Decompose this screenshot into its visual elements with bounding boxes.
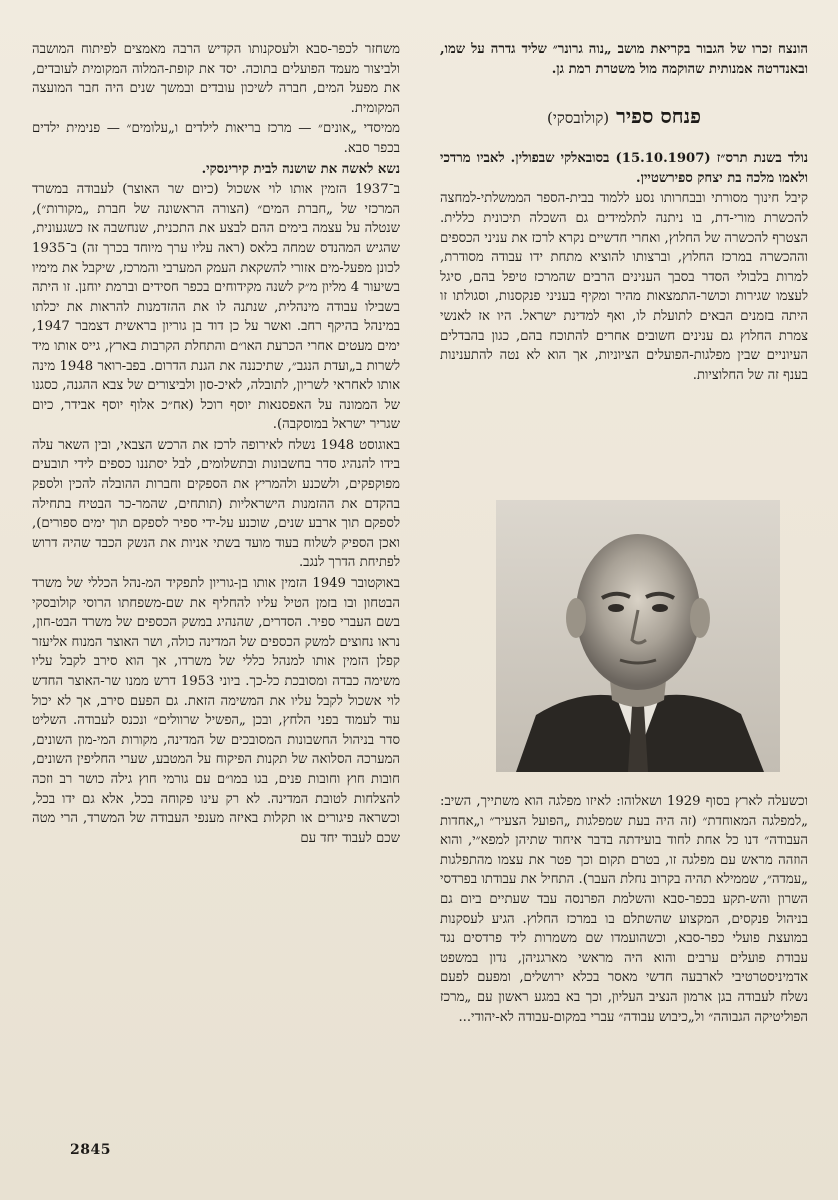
left-paragraph-2: ממיסדי „אונים״ — מרכז בריאות לילדים ו„עלומים״ — פנימית ילדים בכפר סבא. [32, 121, 400, 156]
left-paragraph-6: באוקטובר 1949 הזמין אותו בן-גוריון לתפקיד המ-נהל הכללי של משרד הבטחון ובו בזמן הטיל עליו להחליף את שם-משפחתו הרוסי קולובסקי בשם העברי ספיר. הסדרים, שהנהיג במשק הכספים של משרד הבט-חון, נראו נחוצים למשק הכספים של המדינה כולה, ושר האוצר המנוח אליעזר קפלן הזמין אותו למנהל כללי של משרדו, אך הוא סירב לקבל עליו משימה כבדה ומסובכת כל-כך. ביוני 1953 דרש ממנו שר-האוצר החדש לוי אשכול לקבל עליו את המשימה הזאת. גם הפעם סירב, אך לא יכול עוד לעמוד בפני הלחץ, ובכן „הפשיל שרוולים״ ונכנס לעבודה. השליט סדר בניהול החשבונות המסובכים של המדינה, מקורות המי-מון השונים, המערכה הסלואה של תקנות הפיקוח על המטבע, שערי החליפין השונים, חובות חוץ וחובות פנים, בגו במו״ם עם גורמי חוץ גילה כושר רב וזכה להצלחות לטובת המדינה. לא רק עינו פקוחה בכל, אלא גם ידו בכל, וכשראה פיגורים או תקלות באיזה מענפי העבודה של המשרד, הרי מטה שכם לעבוד יחד עם [32, 576, 401, 846]
left-paragraph-1: משחזר לכפר-סבא ולעסקנותו הקדיש הרבה מאמצים לפיתוח המושבה ולביצור מעמד הפועלים בתוכה. יסד את קופת-המלוה המקומית לעובדים, את מפעל המים, חברה לשיכון עובדים ובמשך שנים היה חבר המועצה המקומית. [32, 42, 400, 116]
immigration-paragraph: וכשעלה לארץ בסוף 1929 ושאלוהו: לאיזו מפלגה הוא משתייך, השיב: „למפלגה המאוחדת״ (זה היה בעת שמפלגות „הפועל הצעיר״ ו„אחדות העבודה״ דנו כל אחת לחוד בועידתה בדבר איחוד שתיהן למפא״י, והוא הוזהה מראש עם מפלגה זו, בטרם תקום וכך פטר את עצמו מהתפלגות „עמדה״, שממילא תהיה בקרוב נחלת העבר). התחיל את עבודתו בפרדסי השרון והש-תקע בכפר-סבא והשלמת הפרנסה עבד שעתיים ביום גם בניהול פנקסים, המקצוע שהשתלם בו במרכז החלוץ. הגיע לעסקנות במועצת פועלי כפר-סבא, וכשהועמדו שם משמרות ליד פרדסים נגד עבודת פועלים ערבים והוא היה מראשי מארגניהן, נדון במשפט אדמיניסטרטיבי לארבעה חדשי מאסר בכלא ירושלים, ומפעם לפעם נשלח לעבודה בגן ארמון הנציב העליון, וכך בא במגע ראשון עם „מרכז הפוליטיקה הגבוהה״ ול„כיבוש עבודה״ עברי במקום-עבודה לא-יהודי... [440, 794, 808, 1025]
intro-paragraph: הונצח זכרו של הגבור בקריאת מושב „נוה גרונר״ שליד גדרה על שמו, ובאנדרטה אמנותית שהוקמה מול משטרת רמת גן. [440, 42, 808, 77]
portrait-photo [496, 500, 780, 772]
left-paragraph-4: ב־1937 הזמין אותו לוי אשכול (כיום שר האוצר) לעבודה במשרד המרכזי של „חברת המים״ (הצורה הראשונה של חברת „מקורות״), שנטלה על עצמה בימים ההם לבצע את התכנית, שנחשבה אז כשגעונית, שהגיש המהנדס שמחה בלאס (ראה עליו ערך מיוחד בכרך זה) ב־1935 לכונן מפעל-מים אזורי להשקאת העמק המערבי והמרכז, שיקבל את מימיו בשיעור 4 מליון מ״ק לשנה מקידוחים בכפר חסידים וברמת יוחנן. זו היתה בשבילו עבודה מינהלית, שנתנה לו את ההזדמנות להראות את יכלתו במינהל בהיקף רחב. ואשר על כן דוד בן גוריון בראשית דצמבר 1947, ימים מעטים אחרי הכרעת האו״ם והתחלת הקרבות בארץ, גייס אותו מיד לשרות ב„ועדת הנגב״, שתיכננה את הגנת הדרום. בפב-רואר 1948 מינה אותו לאחראי לשריון, לתובלה, לאיכ-סון ולביצורים של צבא ההגנה, כסגנו של הממונה על האפסנאות יוסף רוכל (אח״כ אלוף יוסף אבידר, כיום שגריר ישראל במוסקבה). [32, 182, 401, 433]
page-number: 2845 [70, 1142, 111, 1158]
birth-paragraph: נולד בשנת תרס״ז (15.10.1907) בסובאלקי שבפולין. לאביו מרדכי ולאמו מלכה בת יצחק ספירשטיין. [440, 151, 809, 186]
entry-heading [440, 103, 808, 131]
right-column [440, 40, 808, 386]
right-column-continuation [440, 792, 808, 1027]
left-paragraph-5: באוגוסט 1948 נשלח לאירופה לרכז את הרכש הצבאי, ובין השאר עלה בידו להנהיג סדר בחשבונות ובתשלומים, לבל יסתננו כספים לידי תובעים מפוקפקים, ולשכנע ולהמריץ את הספקים וחברות ההובלה להכין ולספק בהקדם את ההזמנות הישראליות (תותחים, שהמר-כר הבטיח בתחילה לספקם תוך ארבע שנים, שוכנע על-ידי ספיר לספקם תוך ימים ספורים), ואכן הספיק לשלוח בעוד מועד בשתי אניות את הנשק הכבד שהיה דרוש לפתיחת הדרך לנגב. [32, 437, 400, 571]
entry-name: פנחס ספיר [616, 104, 701, 129]
bio-paragraph: קיבל חינוך מסורתי ובבחרותו נסע ללמוד בבית-הספר הממשלתי-למחצה להכשרת מורי-דת, בו ניתנה לתלמידים גם השכלה תיכונית כללית. הצטרף להכשרה של החלוץ, ואחרי חדשיים נקרא לרכז את עניני הכספים וההכשרה במרכז החלוץ, וברצותו להוציא מתחת ידו עבודה מסודרת, למרות בלבולי הסדר בסבך הענינים הרבים שהמרכז טיפל בהם, סיגל לעצמו שגירות וכושר-התמצאות מהיר ומקיף בעניני פנקסנות, וסגולתו זו היתה בזמנים הבאים לתועלת לו, ואף למדינת ישראל. היו אז לאנשי צמרת החלוץ גם ענינים חשובים אחרים להתוכח בהם, כגון בהבדלים העיוניים שבין מפלגות-הפועלים הציוניות, אך הוא לא נטה להתענינות בענף זה של החלוציות. [440, 191, 808, 383]
left-column [32, 40, 400, 849]
entry-original-name: (קולובסקי) [546, 109, 610, 128]
left-paragraph-3: נשא לאשה את שושנה לבית קירינסקי. [201, 161, 400, 177]
portrait-figure [496, 500, 780, 772]
